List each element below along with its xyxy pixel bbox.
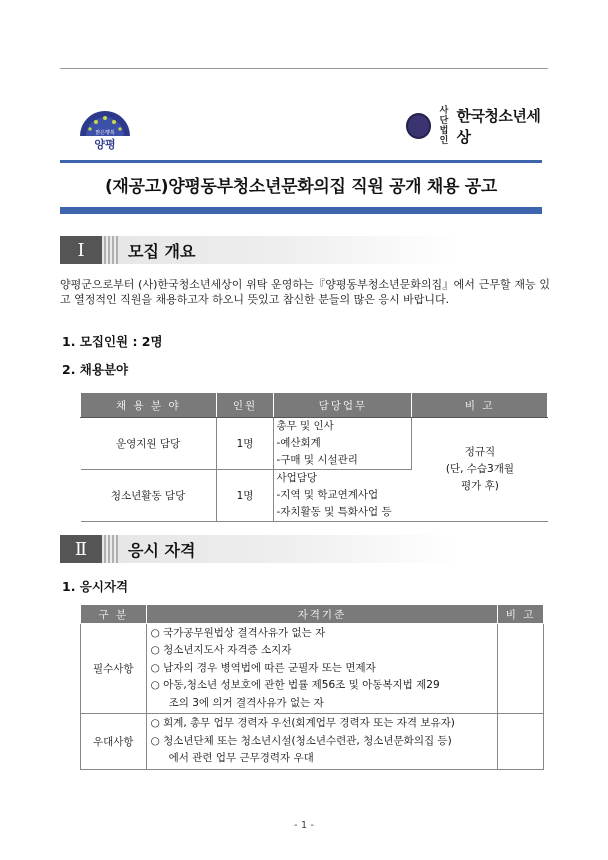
count-cell: 1명	[216, 470, 274, 522]
field-cell: 운영지원 담당	[81, 418, 217, 470]
recruit-fields-heading: 2. 채용분야	[62, 362, 129, 377]
section-number: Ⅰ	[60, 236, 102, 264]
section-stripes	[104, 535, 118, 563]
eligibility-table	[80, 604, 544, 770]
column-header: 비 고	[412, 393, 548, 418]
column-header: 인원	[216, 393, 274, 418]
table-header-row	[81, 393, 548, 418]
count-cell: 1명	[216, 418, 274, 470]
column-header: 비 고	[498, 605, 544, 624]
table-row	[81, 418, 548, 470]
title-top-bar	[60, 160, 542, 163]
table-row	[81, 714, 544, 770]
page-number: - 1 -	[294, 820, 314, 831]
section-number: Ⅱ	[60, 535, 102, 563]
document-title: (재공고)양평동부청소년문화의집 직원 공개 채용 공고	[104, 177, 498, 197]
title-bottom-bar	[60, 207, 542, 214]
field-cell: 청소년활동 담당	[81, 470, 217, 522]
required-criteria: ○ 국가공무원법상 결격사유가 없는 자 ○ 청소년지도사 자격증 소지자 ○ 남자의 경우 병역법에 따른 군필자 또는 면제자 ○ 아동,청소년 성보호에 관한 법률 제56조 및 아동복지법 제29 조의 3에 의거 결격사유가 없는 자	[146, 624, 498, 714]
note-cell	[498, 624, 544, 714]
org-seal-label: 사단 법인	[439, 106, 449, 146]
duties-cell: 사업담당 -지역 및 학교연계사업 -자치활동 및 특화사업 등	[274, 470, 412, 522]
org-logo	[406, 106, 552, 146]
section-title: 모집 개요	[128, 241, 196, 261]
section-header-eligibility	[60, 535, 460, 563]
table-header-row	[81, 605, 544, 624]
section-stripes	[104, 236, 118, 264]
column-header: 채 용 분 야	[81, 393, 217, 418]
note-cell: 정규직 (단, 수습3개월 평가 후)	[412, 418, 548, 522]
intro-paragraph: 양평군으로부터 (사)한국청소년세상이 위탁 운영하는『양평동부청소년문화의집』에서 근무할 재능 있고 열정적인 직원을 채용하고자 하오니 뜻있고 참신한 분들의 많은 응시 바랍니다.	[60, 278, 550, 306]
duties-cell: 총무 및 인사 -예산회계 -구매 및 시설관리	[274, 418, 412, 470]
column-header: 구 분	[81, 605, 147, 624]
preferred-label: 우대사항	[81, 714, 147, 770]
section-title: 응시 자격	[128, 540, 196, 560]
recruit-fields-table	[80, 392, 548, 522]
preferred-criteria: ○ 회계, 총무 업무 경력자 우선(회계업무 경력자 또는 자격 보유자) ○ 청소년단체 또는 청소년시설(청소년수련관, 청소년문화의집 등) 에서 관련 업무 근무경력자 우대	[146, 714, 498, 770]
org-seal-icon	[406, 113, 431, 139]
svg-text:양평: 양평	[94, 138, 116, 151]
eligibility-heading: 1. 응시자격	[62, 579, 129, 594]
svg-text:맑은행복: 맑은행복	[95, 130, 115, 136]
yangpyeong-logo	[74, 110, 136, 154]
note-cell	[498, 714, 544, 770]
org-name: 한국청소년세상	[456, 107, 541, 146]
top-rule	[60, 68, 548, 69]
table-row	[81, 624, 544, 714]
section-header-overview	[60, 236, 460, 264]
required-label: 필수사항	[81, 624, 147, 714]
recruit-count: 1. 모집인원 : 2명	[62, 334, 163, 349]
column-header: 자격기준	[146, 605, 498, 624]
column-header: 담당업무	[274, 393, 412, 418]
